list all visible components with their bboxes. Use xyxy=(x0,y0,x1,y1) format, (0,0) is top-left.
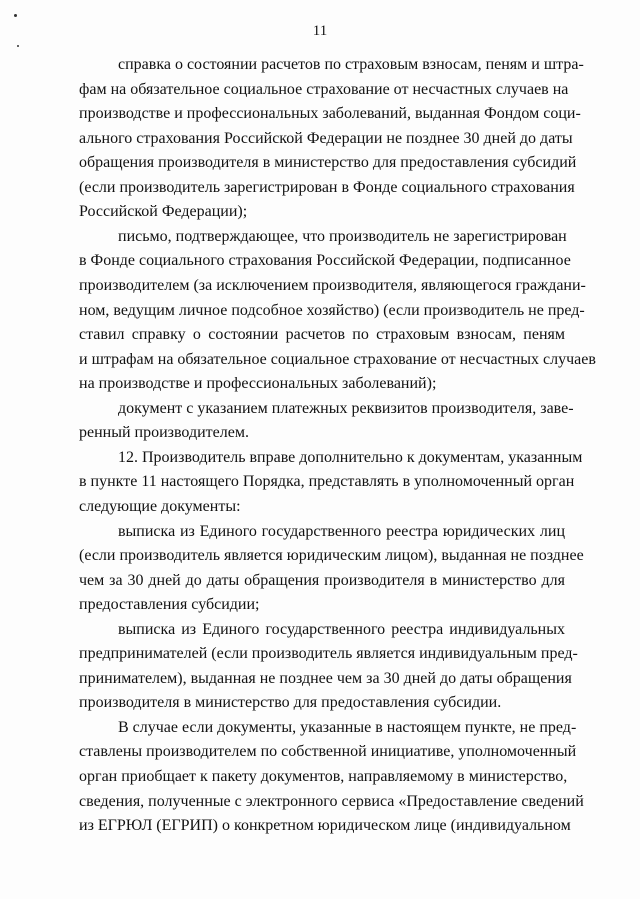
text-line: Российской Федерации); xyxy=(79,203,248,221)
text-line: В случае если документы, указанные в настоящем пункте, не пред- xyxy=(118,718,577,736)
text-line: орган приобщает к пакету документов, направляемому в министерство, xyxy=(79,768,568,785)
text-line: сведения, полученные с электронного сервиса «Предоставление сведений xyxy=(79,792,584,810)
text-line: ставлены производителем по собственной инициативе, уполномоченный xyxy=(79,743,577,761)
text-line: фам на обязательное социальное страхование от несчастных случаев на xyxy=(79,80,569,98)
text-line: 12. Производитель вправе дополнительно к документам, указанным xyxy=(118,448,583,466)
text-line: (если производитель зарегистрирован в Фонде социального страхования xyxy=(79,178,575,196)
text-line: выписка из Единого государственного реестра индивидуальных xyxy=(118,620,565,638)
text-line: принимателем), выданная не позднее чем за 30 дней до даты обращения xyxy=(79,669,572,687)
text-line: и штрафам на обязательное социальное страхование от несчастных случаев xyxy=(79,350,596,368)
text-line: справка о состоянии расчетов по страховым взносам, пеням и штра- xyxy=(118,56,584,73)
text-line: ренный производителем. xyxy=(79,424,249,442)
text-line: производстве и профессиональных заболеваний, выданная Фондом соци- xyxy=(79,105,581,123)
text-line: обращения производителя в министерство для предоставления субсидий xyxy=(79,154,577,172)
text-line: документ с указанием платежных реквизитов производителя, заве- xyxy=(118,399,574,417)
text-line: следующие документы: xyxy=(79,497,241,515)
page-number: 11 xyxy=(312,23,328,39)
scan-speck xyxy=(17,45,19,47)
text-line: ставил справку о состоянии расчетов по страховым взносам, пеням xyxy=(79,326,565,344)
text-line: выписка из Единого государственного реестра юридических лиц xyxy=(118,522,565,540)
text-line: в пункте 11 настоящего Порядка, представлять в уполномоченный орган xyxy=(79,473,575,491)
text-line: на производстве и профессиональных заболеваний); xyxy=(79,375,437,393)
text-line: (если производитель является юридическим лицом), выданная не позднее xyxy=(79,547,584,564)
text-line: ном, ведущим личное подсобное хозяйство) (если производитель не пред- xyxy=(79,301,585,319)
text-line: письмо, подтверждающее, что производитель не зарегистрирован xyxy=(118,227,567,245)
text-line: в Фонде социального страхования Российской Федерации, подписанное xyxy=(79,252,571,270)
text-line: чем за 30 дней до даты обращения производителя в министерство для xyxy=(79,571,565,589)
text-line: предоставления субсидии; xyxy=(79,596,260,614)
text-line: предпринимателей (если производитель является индивидуальным пред- xyxy=(79,645,578,663)
text-line: ального страхования Российской Федерации не позднее 30 дней до даты xyxy=(79,129,573,147)
text-line: производителя в министерство для предоставления субсидии. xyxy=(79,694,502,712)
text-line: производителем (за исключением производителя, являющегося граждани- xyxy=(79,277,586,294)
text-line: из ЕГРЮЛ (ЕГРИП) о конкретном юридическом лице (индивидуальном xyxy=(79,817,571,835)
scan-speck xyxy=(14,14,17,17)
